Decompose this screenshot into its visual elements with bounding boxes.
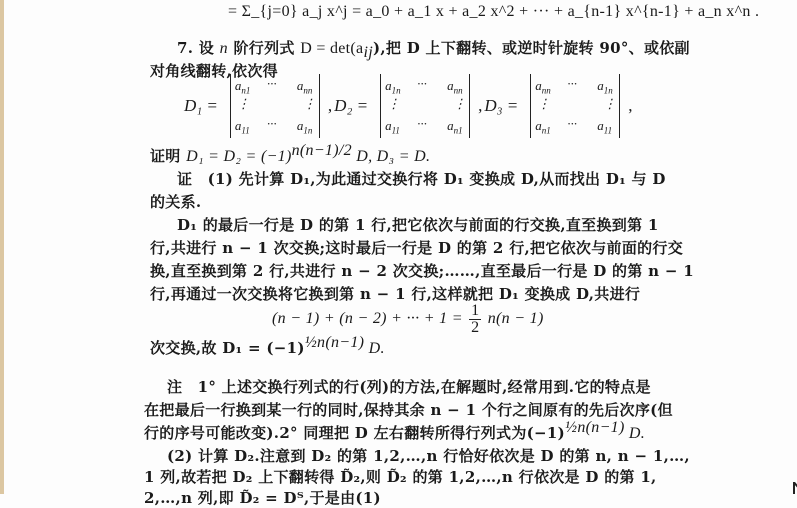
problem-7-line-2: 对角线翻转,依次得: [150, 62, 278, 80]
determinants-row: D₁ = $a_{n1}$ ··· $a_{nn}$ ⋮ ⋮ $a_{11}$ ··· $a_{1n}$ , D₂ = $a_{1n}$ ··· $a_{nn}$ ⋮ ⋮ $a_{11}$ ··· $a_{n1}$ , D₃ = $a_{nn}$ ··· $a_{1n}$ ⋮ ⋮ $a_{n1}$ ··· $a_{11}$ ,: [184, 72, 635, 140]
document-page[interactable]: [4, 0, 797, 507]
mouse-cursor-icon: [793, 482, 795, 494]
paragraph-line-3: 换,直至换到第 2 行,共进行 n − 2 次交换;……,直至最后一行是 D 的第 n − 1: [150, 262, 695, 280]
fraction-one-half: $\frac{1}{2}$: [471, 301, 480, 336]
part2-line-2: 1 列,故若把 D₂ 上下翻转得 D̃₂,则 D̃₂ 的第 1,2,…,n 行依次是 D 的第 1,: [144, 468, 657, 486]
note-line-1: 注 1° 上述交换行列式的行(列)的方法,在解题时,经常用到.它的特点是: [167, 378, 651, 396]
det-label-d1: D₁ =: [184, 96, 218, 115]
paragraph-line-2: 行,共进行 n − 1 次交换;这时最后一行是 D 的第 2 行,把它依次与前面的行交: [150, 239, 684, 257]
polynomial-formula: = Σ_{j=0} a_j x^j = a_0 + a_1 x + a_2 x^2 + ··· + a_{n-1} x^{n-1} + a_n x^n .: [228, 3, 760, 20]
determinant-d3: $a_{nn}$ ··· $a_{1n}$ ⋮ ⋮ $a_{n1}$ ··· $a_{11}$: [530, 74, 620, 138]
determinant-d2: $a_{1n}$ ··· $a_{nn}$ ⋮ ⋮ $a_{11}$ ··· $a_{n1}$: [380, 74, 470, 138]
det-label-d3: D₃ =: [484, 96, 519, 115]
det-label-d2: D₂ =: [334, 96, 369, 115]
prove-statement: 证明 $D_1 = D_2 = (-1)^{n(n-1)/2}$ D, D₃ = D.: [150, 142, 431, 165]
sum-formula: (n − 1) + (n − 2) + ··· + 1 = $\frac{1}{2}$ n(n − 1): [272, 301, 544, 336]
part2-line-1: (2) 计算 D₂.注意到 D₂ 的第 1,2,…,n 行恰好依次是 D 的第 n, n − 1,…,: [167, 447, 690, 465]
problem-7-line-1: 7. 设 n 阶行列式 $D = \det(a_{ij})$,把 D 上下翻转、或逆时针旋转 90°、或依副: [177, 39, 690, 61]
conclusion-line: 次交换,故 $D_1 = (-1)^{\frac{1}{2}n(n-1)}$ D.: [150, 334, 385, 357]
paragraph-line-4: 行,再通过一次交换将它换到第 n − 1 行,这样就把 D₁ 变换成 D,共进行: [150, 285, 641, 303]
part2-line-3: 2,…,n 列,即 D̃₂ = Dᵀ,于是由(1): [144, 489, 381, 507]
paragraph-line-1: D₁ 的最后一行是 D 的第 1 行,把它依次与前面的行交换,直至换到第 1: [177, 216, 659, 234]
determinant-d1: $a_{n1}$ ··· $a_{nn}$ ⋮ ⋮ $a_{11}$ ··· $a_{1n}$: [230, 74, 320, 138]
proof-line-1: 证 (1) 先计算 D₁,为此通过交换行将 D₁ 变换成 D,从而找出 D₁ 与 D: [177, 170, 666, 188]
note-line-3: 行的序号可能改变).2° 同理把 D 左右翻转所得行列式为$(-1)^{\frac{1}{2}n(n-1)}$ D.: [144, 419, 646, 442]
proof-line-2: 的关系.: [150, 193, 202, 211]
note-line-2: 在把最后一行换到某一行的同时,保持其余 n − 1 个行之间原有的先后次序(但: [144, 401, 673, 419]
